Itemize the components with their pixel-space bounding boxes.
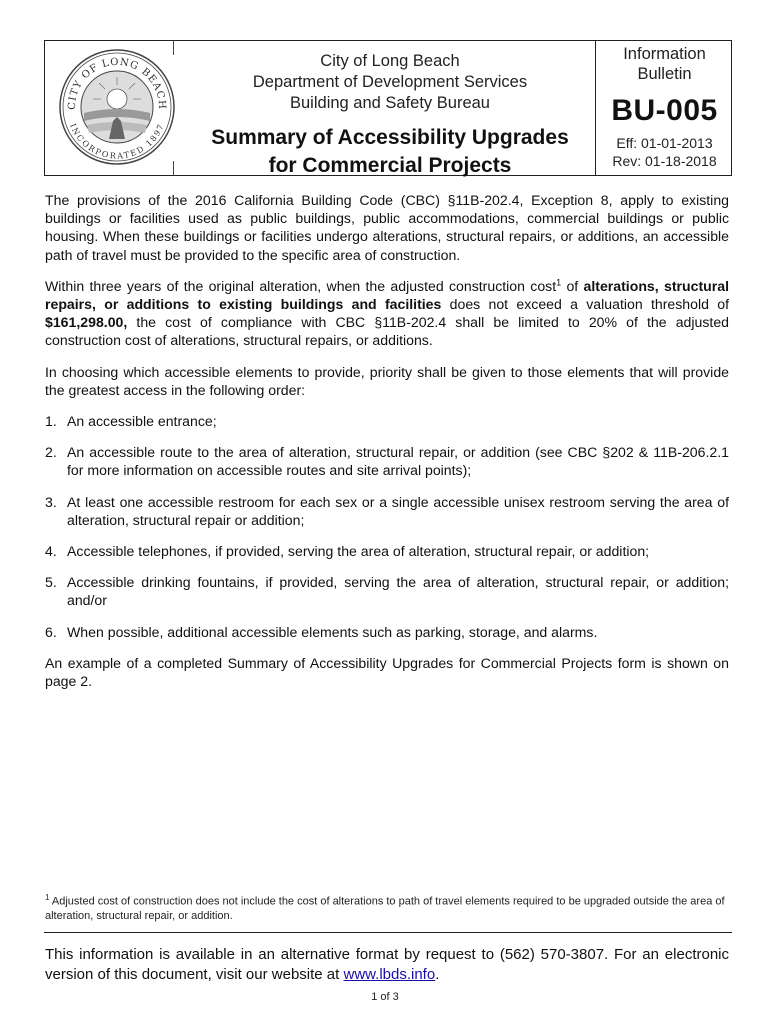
threshold-paragraph (45, 277, 729, 350)
list-number: 1. (45, 413, 57, 430)
list-item (45, 443, 729, 479)
info-line-2: Bulletin (637, 65, 692, 83)
bulletin-dates (596, 134, 733, 170)
list-number: 5. (45, 574, 57, 591)
bulletin-code: BU-005 (611, 94, 718, 127)
list-item (45, 623, 729, 641)
title-line-1: Summary of Accessibility Upgrades (211, 126, 569, 149)
footer-text: This information is available in an alternative format by request to (562) 570-3807. For an electronic version of this document, visit our website at (45, 946, 729, 983)
list-text: Accessible telephones, if provided, serving the area of alteration, structural repair, or addition; (67, 543, 650, 560)
list-text: When possible, additional accessible elements such as parking, storage, and alarms. (67, 623, 598, 640)
page-number: 1 of 3 (371, 991, 399, 1003)
info-line-1: Information (623, 45, 706, 63)
footer-end: . (435, 966, 440, 983)
bulletin-body (45, 191, 729, 703)
header-center (185, 51, 595, 180)
website-link[interactable]: www.lbds.info (343, 966, 436, 983)
list-item (45, 542, 729, 560)
list-text: At least one accessible restroom for each sex or a single accessible unisex restroom serving the area of alteration, structural repair or addition; (67, 493, 729, 528)
footnote (45, 891, 729, 924)
footnote-text: Adjusted cost of construction does not include the cost of alterations to path of travel elements required to be upgraded outside the area of alteration, structural repair, or addition. (45, 895, 725, 923)
effective-date: Eff: 01-01-2013 (616, 135, 713, 151)
threshold-bold-scope: alterations, structural repairs, or additions to existing buildings and facilities (45, 277, 729, 313)
footer-divider (44, 932, 732, 933)
list-item (45, 573, 729, 609)
bureau-name: Building and Safety Bureau (290, 94, 490, 112)
list-text: Accessible drinking fountains, if provided, serving the area of alteration, structural repair, or addition; and/or (67, 574, 729, 609)
list-text: An accessible route to the area of alteration, structural repair, or addition (see CBC §202 & 11B-206.2.1 for more information on accessible routes and site arrival points); (67, 444, 729, 479)
example-paragraph: An example of a completed Summary of Accessibility Upgrades for Commercial Projects form is shown on page 2. (45, 654, 729, 690)
threshold-text-d: the cost of compliance with CBC §11B-202.4 shall be limited to 20% of the adjusted construction cost of alterations, structural repairs, or additions. (45, 314, 729, 349)
document-title (185, 124, 595, 180)
footnote-ref: 1 (556, 277, 562, 288)
seal-text-bottom: INCORPORATED 1897 (68, 122, 166, 161)
threshold-text-b: of (561, 277, 584, 294)
list-text: An accessible entrance; (67, 413, 217, 430)
list-item (45, 493, 729, 529)
footnote-marker: 1 (45, 893, 50, 902)
list-number: 4. (45, 543, 57, 560)
bulletin-header (44, 40, 732, 176)
bulletin-info-panel (595, 41, 733, 175)
threshold-text-c: does not exceed a valuation threshold of (441, 296, 729, 313)
seal-text-top: CITY OF LONG BEACH (66, 56, 168, 111)
city-seal-icon (57, 47, 177, 167)
list-number: 3. (45, 493, 57, 510)
priority-list (45, 412, 729, 641)
list-number: 6. (45, 623, 57, 640)
priority-paragraph: In choosing which accessible elements to provide, priority shall be given to those elements that will provide the greatest access in the following order: (45, 363, 729, 398)
title-line-2: for Commercial Projects (268, 154, 512, 177)
intro-paragraph: The provisions of the 2016 California Building Code (CBC) §11B-202.4, Exception 8, apply to existing buildings or facilities used as public buildings, public accommodations, commercial buildings or public housing. When these buildings or facilities undergo alterations, structural repairs, or additions, an accessible path of travel must be provided to the specific area of construction. (45, 192, 729, 263)
department-name: Department of Development Services (252, 73, 528, 91)
list-number: 2. (45, 444, 57, 461)
threshold-text-a: Within three years of the original alteration, when the adjusted construction cost (45, 277, 557, 294)
footer-notice (45, 945, 729, 985)
info-label (596, 44, 733, 84)
list-item (45, 412, 729, 430)
revision-date: Rev: 01-18-2018 (612, 153, 717, 169)
city-name: City of Long Beach (320, 52, 460, 70)
threshold-amount: $161,298.00, (45, 314, 128, 331)
